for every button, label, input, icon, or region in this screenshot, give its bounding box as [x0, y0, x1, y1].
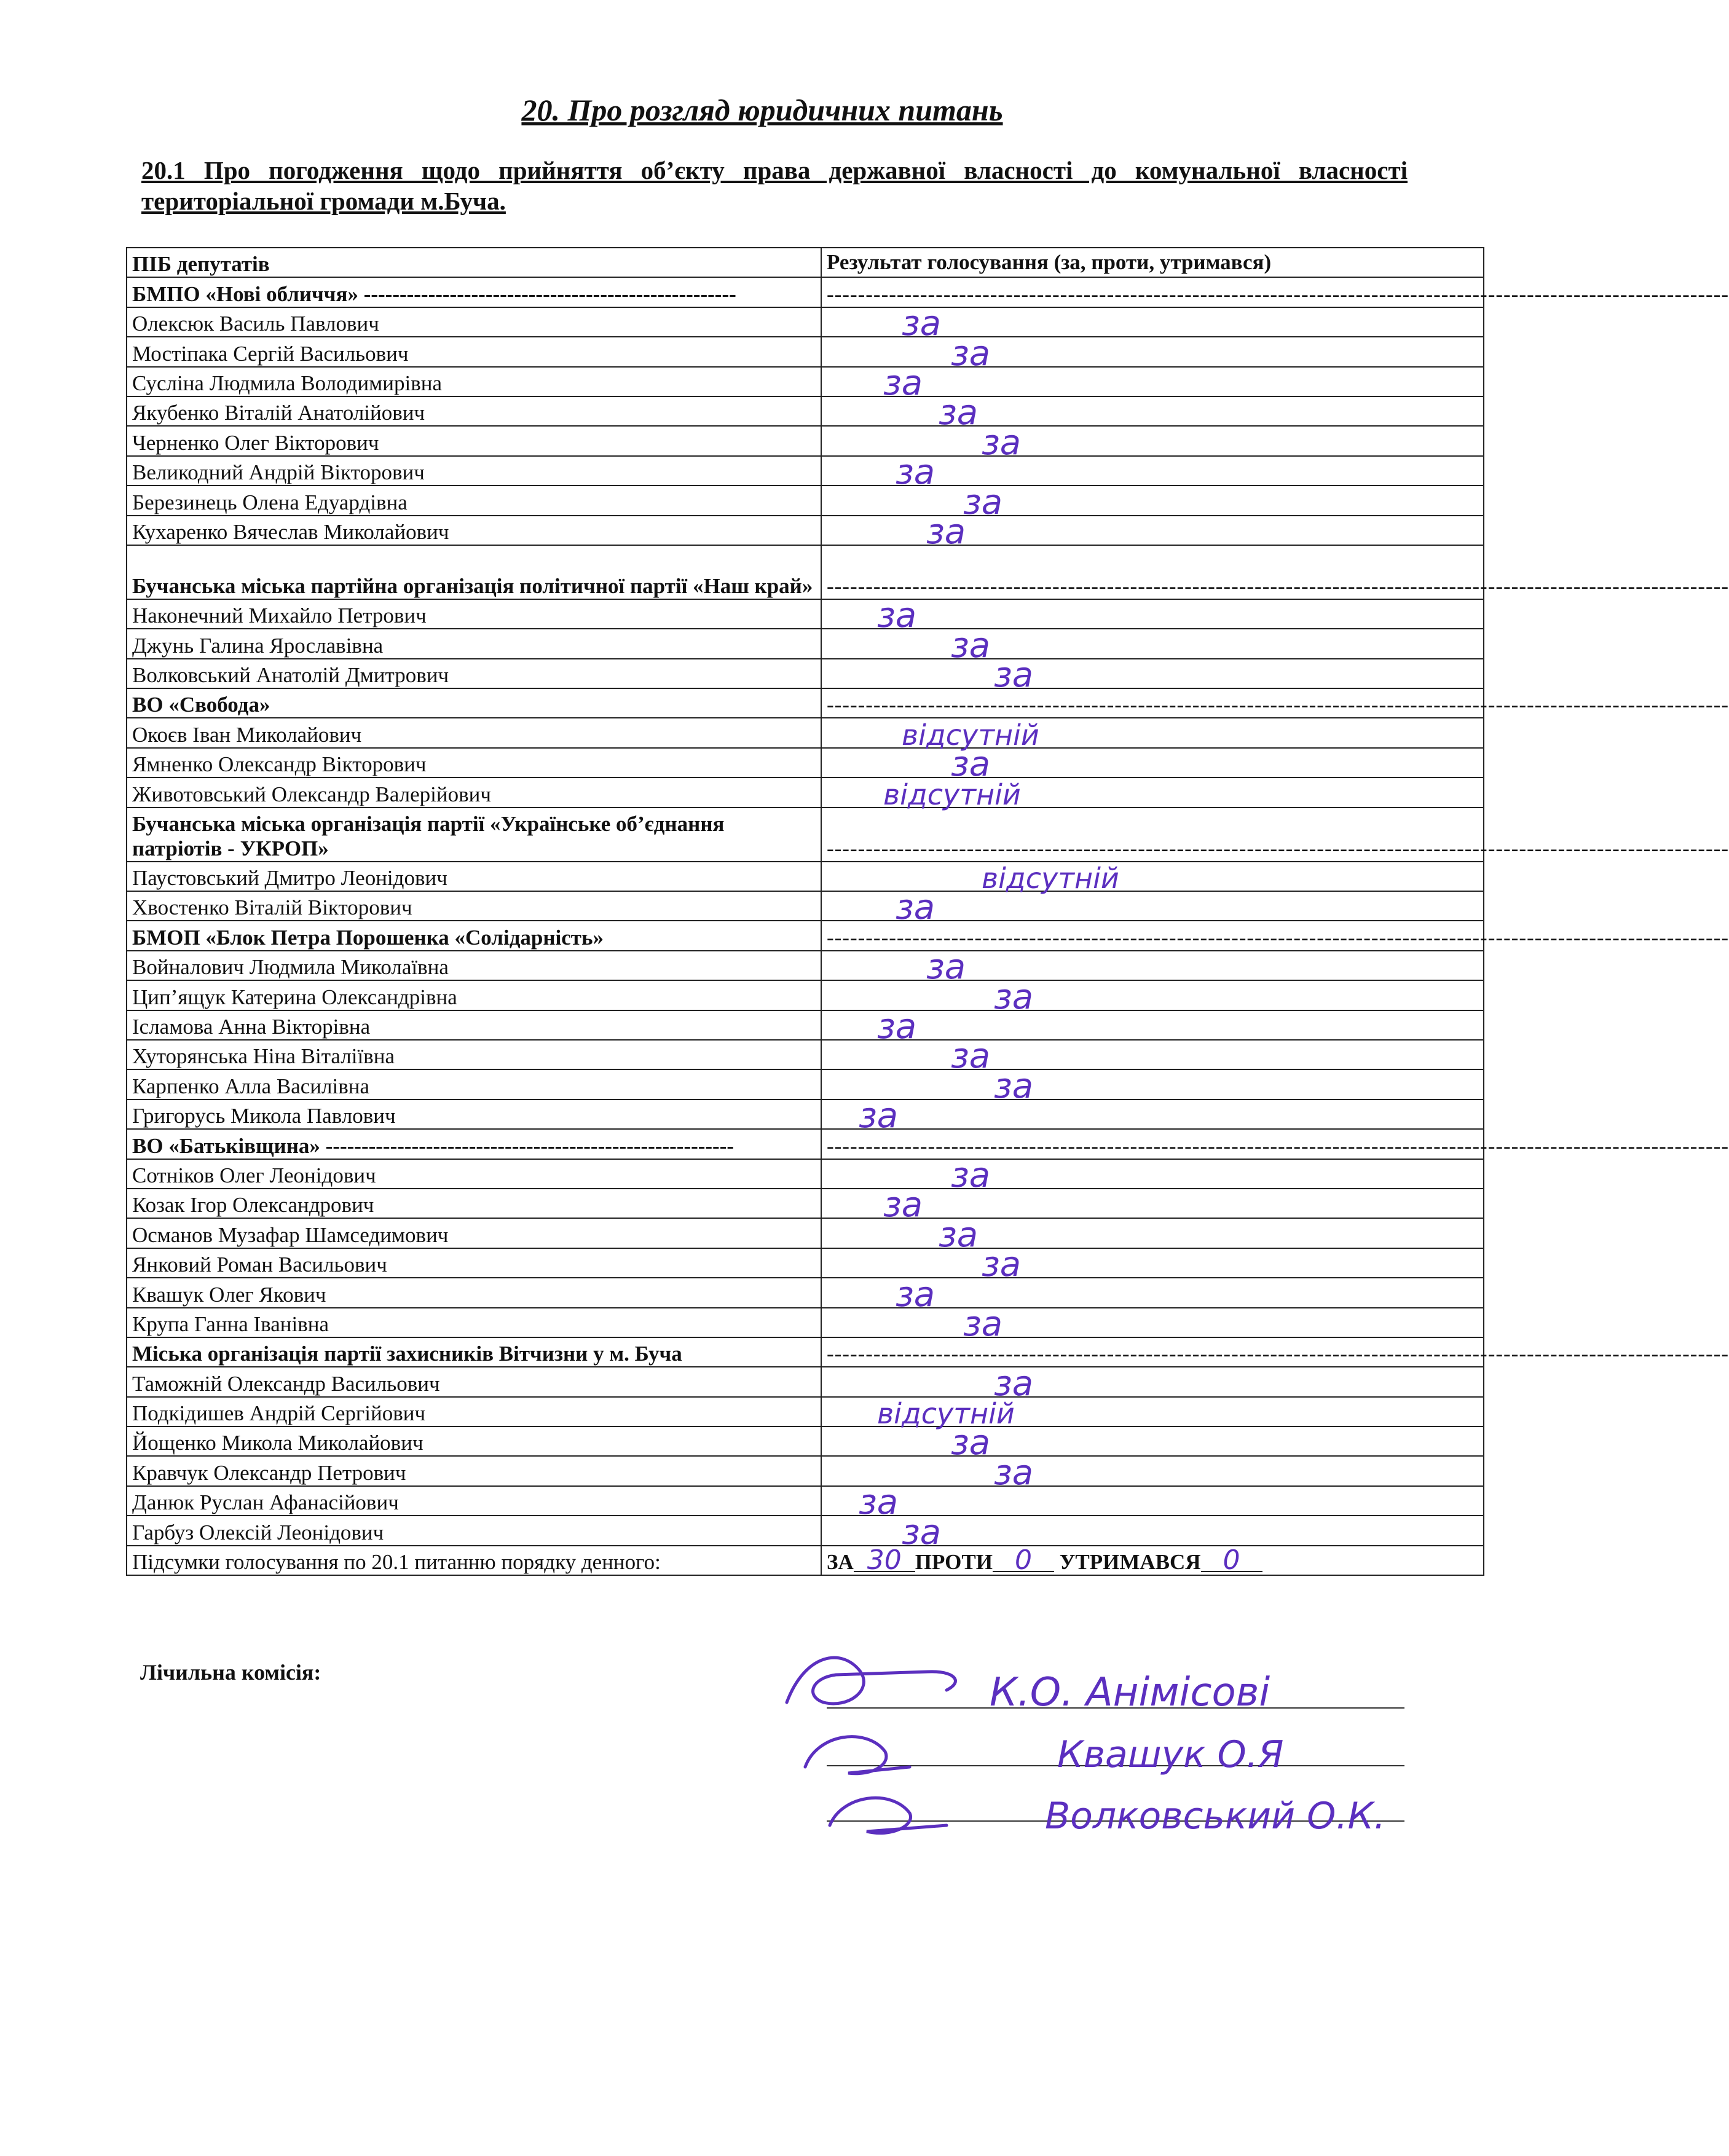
party-name: Бучанська міська партійна організація політичної партії «Наш край» — [127, 545, 821, 599]
member-row — [127, 599, 1484, 629]
member-row — [127, 426, 1484, 455]
handwritten-vote: за — [821, 1218, 1484, 1248]
group-result-cell — [821, 277, 1729, 307]
member-row — [127, 367, 1484, 396]
group-result-cell — [821, 1337, 1729, 1367]
member-row — [127, 1426, 1484, 1456]
dash-filler: -------------------------------------------------------------------------------------------------------------------- — [827, 836, 1729, 860]
group-result-cell — [821, 921, 1729, 950]
deputy-name: Животовський Олександр Валерійович — [127, 777, 821, 807]
handwritten-vote: за — [821, 426, 1484, 455]
deputy-name: Йощенко Микола Миколайович — [127, 1426, 821, 1456]
handwritten-vote: за — [821, 1010, 1484, 1040]
member-row — [127, 1069, 1484, 1099]
member-row — [127, 777, 1484, 807]
handwritten-vote: відсутній — [821, 718, 1484, 747]
handwritten-vote: за — [821, 1516, 1484, 1545]
member-row — [127, 1010, 1484, 1040]
member-row — [127, 1308, 1484, 1337]
party-group-row — [127, 277, 1484, 307]
member-row — [127, 1278, 1484, 1307]
handwritten-vote: відсутній — [821, 1397, 1484, 1426]
member-row — [127, 337, 1484, 366]
deputy-name: Наконечний Михайло Петрович — [127, 599, 821, 629]
deputy-name: Квашук Олег Якович — [127, 1278, 821, 1307]
dash-filler: -------------------------------------------------------------------------------------------------------------------- — [827, 281, 1729, 306]
member-row — [127, 891, 1484, 921]
member-row — [127, 1248, 1484, 1278]
deputy-name: Великодний Андрій Вікторович — [127, 456, 821, 486]
proty-count: 0 — [993, 1550, 1054, 1572]
handwritten-vote: за — [821, 1069, 1484, 1099]
deputy-name: Цип’ящук Катерина Олександрівна — [127, 980, 821, 1010]
deputy-name: Джунь Галина Ярославівна — [127, 629, 821, 658]
za-label: ЗА — [827, 1550, 854, 1575]
party-group-row — [127, 1337, 1484, 1367]
group-result-cell — [821, 1129, 1729, 1159]
totals-values — [821, 1546, 1484, 1575]
agenda-item-subject: 20.1 Про погодження щодо прийняття об’єкту права державної власності до комунальної власності територіальної громади м.Буча. — [141, 156, 1408, 215]
za-count: 30 — [854, 1550, 915, 1572]
handwritten-vote: за — [821, 1486, 1484, 1516]
deputy-name: Янковий Роман Васильович — [127, 1248, 821, 1278]
handwritten-vote: за — [821, 367, 1484, 396]
signature-flourish — [830, 1798, 947, 1833]
member-row — [127, 862, 1484, 891]
deputy-name: Таможній Олександр Васильович — [127, 1367, 821, 1396]
dash-filler: -------------------------------------------------------------------------------------------------------------------- — [827, 693, 1729, 717]
handwritten-vote: за — [821, 1426, 1484, 1456]
party-name: Бучанська міська організація партії «Українське об’єднання патріотів - УКРОП» — [127, 808, 821, 862]
deputy-name: Мостіпака Сергій Васильович — [127, 337, 821, 366]
handwritten-vote: за — [821, 1278, 1484, 1307]
deputy-name: Подкідишев Андрій Сергійович — [127, 1397, 821, 1426]
deputy-name: Кравчук Олександр Петрович — [127, 1456, 821, 1485]
deputy-name: Карпенко Алла Василівна — [127, 1069, 821, 1099]
signature-2: Квашук О.Я — [1057, 1733, 1284, 1776]
party-group-row — [127, 545, 1484, 599]
handwritten-vote: за — [821, 629, 1484, 658]
member-row — [127, 1100, 1484, 1129]
handwritten-vote: за — [821, 1308, 1484, 1337]
handwritten-vote: за — [821, 1456, 1484, 1485]
dash-filler: -------------------------------------------------------------------------------------------------------------------- — [827, 925, 1729, 950]
member-row — [127, 951, 1484, 980]
handwritten-vote: за — [821, 951, 1484, 980]
signature-flourish — [787, 1658, 955, 1704]
group-result-cell — [821, 545, 1729, 599]
deputy-name: Березинець Олена Едуардівна — [127, 486, 821, 515]
dash-filler: -------------------------------------------------------------------------------------------------------------------- — [827, 1133, 1729, 1158]
deputy-name: Ямненко Олександр Вікторович — [127, 748, 821, 777]
handwritten-vote: за — [821, 516, 1484, 545]
signature-1: К.О. Анімісові — [990, 1670, 1270, 1715]
deputy-name: Волковський Анатолій Дмитрович — [127, 659, 821, 688]
totals-label: Підсумки голосування по 20.1 питанню порядку денного: — [127, 1546, 821, 1575]
handwritten-vote: за — [821, 659, 1484, 688]
names-column-header: ПІБ депутатів — [127, 248, 821, 277]
handwritten-vote: відсутній — [821, 862, 1484, 891]
handwritten-vote: за — [821, 599, 1484, 629]
handwritten-vote: за — [821, 1248, 1484, 1278]
deputy-name: Окоєв Іван Миколайович — [127, 718, 821, 747]
handwritten-vote: за — [821, 891, 1484, 921]
member-row — [127, 748, 1484, 777]
member-row — [127, 1456, 1484, 1485]
deputy-name: Сотніков Олег Леонідович — [127, 1159, 821, 1189]
handwritten-vote: за — [821, 396, 1484, 426]
deputy-name: Ісламова Анна Вікторівна — [127, 1010, 821, 1040]
member-row — [127, 486, 1484, 515]
deputy-name: Кухаренко Вячеслав Миколайович — [127, 516, 821, 545]
member-row — [127, 1218, 1484, 1248]
handwritten-vote: відсутній — [821, 777, 1484, 807]
dash-filler: -------------------------------------------------------------------------------------------------------------------- — [827, 573, 1729, 598]
voting-table — [126, 247, 1729, 1576]
party-group-row — [127, 1129, 1484, 1159]
member-row — [127, 456, 1484, 486]
member-row — [127, 1397, 1484, 1426]
party-name: ВО «Батьківщина» --------------------------------------------------------- — [127, 1129, 821, 1159]
member-row — [127, 1516, 1484, 1545]
handwritten-vote: за — [821, 1100, 1484, 1129]
member-row — [127, 516, 1484, 545]
member-row — [127, 659, 1484, 688]
deputy-name: Якубенко Віталій Анатолійович — [127, 396, 821, 426]
table-header-row — [127, 248, 1484, 277]
group-result-cell — [821, 808, 1729, 862]
handwritten-vote: за — [821, 1189, 1484, 1218]
deputy-name: Сусліна Людмила Володимирівна — [127, 367, 821, 396]
deputy-name: Хуторянська Ніна Віталіївна — [127, 1040, 821, 1069]
party-group-row — [127, 808, 1484, 862]
party-name: ВО «Свобода» — [127, 688, 821, 718]
member-row — [127, 718, 1484, 747]
deputy-name: Паустовський Дмитро Леонідович — [127, 862, 821, 891]
utrymavsia-label: УТРИМАВСЯ — [1059, 1550, 1201, 1575]
member-row — [127, 980, 1484, 1010]
signatures-area — [768, 1629, 1444, 1862]
member-row — [127, 1189, 1484, 1218]
member-row — [127, 629, 1484, 658]
signature-flourish — [805, 1737, 910, 1774]
deputy-name: Черненко Олег Вікторович — [127, 426, 821, 455]
handwritten-vote: за — [821, 1367, 1484, 1396]
handwritten-vote: за — [821, 337, 1484, 366]
member-row — [127, 396, 1484, 426]
party-name: Міська організація партії захисників Вітчизни у м. Буча — [127, 1337, 821, 1367]
deputy-name: Григорусь Микола Павлович — [127, 1100, 821, 1129]
member-row — [127, 1486, 1484, 1516]
deputy-name: Крупа Ганна Іванівна — [127, 1308, 821, 1337]
deputy-name: Войналович Людмила Миколаївна — [127, 951, 821, 980]
deputy-name: Олексюк Василь Павлович — [127, 307, 821, 337]
handwritten-vote: за — [821, 486, 1484, 515]
member-row — [127, 307, 1484, 337]
deputy-name: Данюк Руслан Афанасійович — [127, 1486, 821, 1516]
page-title: 20. Про розгляд юридичних питань — [521, 93, 1003, 127]
signature-3: Волковський О.К. — [1045, 1795, 1386, 1838]
party-name: БМПО «Нові обличчя» ---------------------------------------------------- — [127, 277, 821, 307]
member-row — [127, 1159, 1484, 1189]
handwritten-vote: за — [821, 1040, 1484, 1069]
handwritten-vote: за — [821, 307, 1484, 337]
totals-row — [127, 1546, 1484, 1575]
deputy-name: Гарбуз Олексій Леонідович — [127, 1516, 821, 1545]
deputy-name: Хвостенко Віталій Вікторович — [127, 891, 821, 921]
member-row — [127, 1367, 1484, 1396]
utrymavsia-count: 0 — [1201, 1550, 1262, 1572]
deputy-name: Козак Ігор Олександрович — [127, 1189, 821, 1218]
handwritten-vote: за — [821, 1159, 1484, 1189]
handwritten-vote: за — [821, 748, 1484, 777]
party-group-row — [127, 688, 1484, 718]
party-name: БМОП «Блок Петра Порошенка «Солідарність» — [127, 921, 821, 950]
commission-label: Лічильна комісія: — [140, 1660, 321, 1685]
handwritten-vote: за — [821, 980, 1484, 1010]
handwritten-vote: за — [821, 456, 1484, 486]
party-group-row — [127, 921, 1484, 950]
deputy-name: Османов Музафар Шамседимович — [127, 1218, 821, 1248]
dash-filler: -------------------------------------------------------------------------------------------------------------------- — [827, 1342, 1729, 1366]
result-column-header: Результат голосування (за, проти, утримався) — [821, 248, 1484, 277]
proty-label: ПРОТИ — [915, 1550, 993, 1575]
group-result-cell — [821, 688, 1729, 718]
member-row — [127, 1040, 1484, 1069]
